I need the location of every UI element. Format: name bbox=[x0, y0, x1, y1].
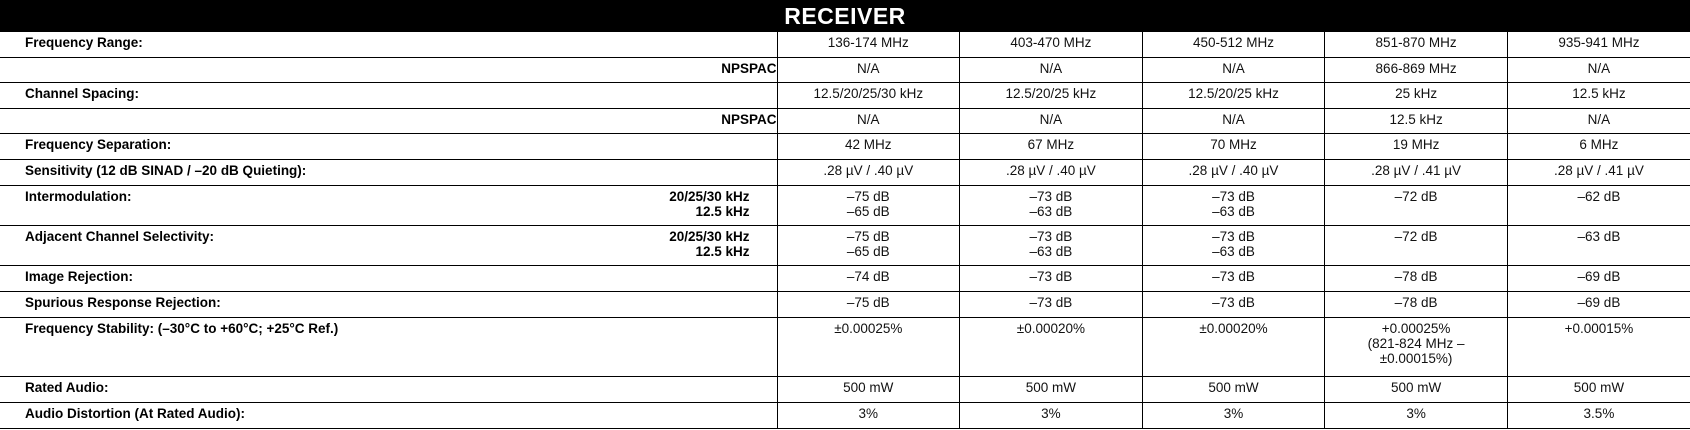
cell-line: –62 dB bbox=[1577, 189, 1621, 204]
table-cell: 851-870 MHz bbox=[1325, 32, 1508, 58]
table-cell bbox=[960, 226, 1143, 266]
table-row bbox=[0, 292, 1690, 318]
table-cell: N/A bbox=[1142, 58, 1325, 83]
row-sublabels bbox=[669, 229, 749, 259]
row-label: Frequency Stability: (–30°C to +60°C; +25°C Ref.) bbox=[0, 318, 777, 377]
table-cell: 3% bbox=[1325, 403, 1508, 429]
cell-line: –73 dB bbox=[1212, 229, 1255, 244]
cell-line: –73 dB bbox=[1029, 189, 1073, 204]
row-label: Image Rejection: bbox=[0, 266, 777, 292]
sublabel: 20/25/30 kHz bbox=[669, 229, 750, 244]
table-row bbox=[0, 134, 1690, 160]
row-label: Channel Spacing: bbox=[0, 83, 777, 109]
cell-line: –75 dB bbox=[846, 229, 890, 244]
table-cell: –74 dB bbox=[777, 266, 960, 292]
cell-line: –65 dB bbox=[846, 204, 890, 219]
row-label: Audio Distortion (At Rated Audio): bbox=[0, 403, 777, 429]
table-row bbox=[0, 58, 1690, 83]
table-row bbox=[0, 83, 1690, 109]
table-cell: 500 mW bbox=[960, 377, 1143, 403]
cell-line: –72 dB bbox=[1394, 189, 1438, 204]
table-cell: .28 µV / .40 µV bbox=[1142, 160, 1325, 186]
row-label: Sensitivity (12 dB SINAD / –20 dB Quieting): bbox=[0, 160, 777, 186]
table-cell: 25 kHz bbox=[1325, 83, 1508, 109]
table-cell bbox=[960, 186, 1143, 226]
cell-line: +0.00015% bbox=[1564, 321, 1634, 336]
cell-line: ±0.00025% bbox=[834, 321, 903, 336]
cell-line: –75 dB bbox=[846, 189, 890, 204]
table-cell: 866-869 MHz bbox=[1325, 58, 1508, 83]
table-cell: N/A bbox=[1142, 109, 1325, 134]
cell-line: –63 dB bbox=[1212, 244, 1255, 259]
table-cell: 42 MHz bbox=[777, 134, 960, 160]
table-cell: N/A bbox=[1507, 58, 1690, 83]
table-cell: –78 dB bbox=[1325, 266, 1508, 292]
table-cell: –73 dB bbox=[1142, 266, 1325, 292]
table-cell: –73 dB bbox=[960, 266, 1143, 292]
table-cell bbox=[1507, 186, 1690, 226]
row-label: Intermodulation: bbox=[25, 189, 132, 204]
table-cell bbox=[1142, 226, 1325, 266]
table-cell bbox=[1507, 226, 1690, 266]
cell-line: –63 dB bbox=[1029, 244, 1073, 259]
cell-line: –73 dB bbox=[1029, 229, 1073, 244]
npspac-label: NPSPAC bbox=[0, 109, 777, 134]
table-cell: 6 MHz bbox=[1507, 134, 1690, 160]
table-cell: 12.5/20/25 kHz bbox=[960, 83, 1143, 109]
table-cell: 136-174 MHz bbox=[777, 32, 960, 58]
table-cell: 3% bbox=[1142, 403, 1325, 429]
cell-line: –63 dB bbox=[1029, 204, 1073, 219]
row-label: Frequency Range: bbox=[0, 32, 777, 58]
cell-line: ±0.00015%) bbox=[1379, 351, 1453, 366]
table-cell: .28 µV / .40 µV bbox=[960, 160, 1143, 186]
table-cell: N/A bbox=[960, 109, 1143, 134]
table-cell: 500 mW bbox=[777, 377, 960, 403]
table-row bbox=[0, 186, 1690, 226]
table-cell bbox=[1507, 318, 1690, 377]
row-label: Adjacent Channel Selectivity: bbox=[25, 229, 215, 244]
table-cell: –69 dB bbox=[1507, 292, 1690, 318]
cell-line: –65 dB bbox=[846, 244, 890, 259]
table-cell: .28 µV / .41 µV bbox=[1507, 160, 1690, 186]
row-label-cell bbox=[0, 186, 777, 226]
table-cell bbox=[777, 226, 960, 266]
table-cell: 12.5/20/25 kHz bbox=[1142, 83, 1325, 109]
row-label: Rated Audio: bbox=[0, 377, 777, 403]
table-row bbox=[0, 266, 1690, 292]
table-cell bbox=[1142, 186, 1325, 226]
table-row bbox=[0, 403, 1690, 429]
table-cell: –78 dB bbox=[1325, 292, 1508, 318]
table-cell bbox=[777, 186, 960, 226]
table-cell: 500 mW bbox=[1142, 377, 1325, 403]
table-cell: 450-512 MHz bbox=[1142, 32, 1325, 58]
row-label: Frequency Separation: bbox=[0, 134, 777, 160]
table-row bbox=[0, 226, 1690, 266]
cell-line: ±0.00020% bbox=[1016, 321, 1085, 336]
table-cell: 3% bbox=[777, 403, 960, 429]
cell-line: +0.00025% bbox=[1381, 321, 1451, 336]
table-cell: 3% bbox=[960, 403, 1143, 429]
table-cell: N/A bbox=[960, 58, 1143, 83]
table-cell: .28 µV / .41 µV bbox=[1325, 160, 1508, 186]
table-cell bbox=[960, 318, 1143, 377]
table-row bbox=[0, 160, 1690, 186]
table-cell bbox=[1325, 226, 1508, 266]
row-sublabels bbox=[669, 189, 749, 219]
table-cell: –69 dB bbox=[1507, 266, 1690, 292]
npspac-label: NPSPAC bbox=[0, 58, 777, 83]
cell-line: ±0.00020% bbox=[1199, 321, 1268, 336]
table-row bbox=[0, 318, 1690, 377]
sublabel: 20/25/30 kHz bbox=[669, 189, 750, 204]
table-cell: .28 µV / .40 µV bbox=[777, 160, 960, 186]
table-cell: –73 dB bbox=[1142, 292, 1325, 318]
table-row bbox=[0, 377, 1690, 403]
table-cell: N/A bbox=[777, 58, 960, 83]
table-cell: 12.5 kHz bbox=[1507, 83, 1690, 109]
sublabel: 12.5 kHz bbox=[695, 244, 750, 259]
sublabel: 12.5 kHz bbox=[695, 204, 750, 219]
table-cell: 500 mW bbox=[1507, 377, 1690, 403]
table-cell: 403-470 MHz bbox=[960, 32, 1143, 58]
table-cell: 12.5/20/25/30 kHz bbox=[777, 83, 960, 109]
row-label: Spurious Response Rejection: bbox=[0, 292, 777, 318]
table-cell: N/A bbox=[1507, 109, 1690, 134]
table-cell: 12.5 kHz bbox=[1325, 109, 1508, 134]
row-label-cell bbox=[0, 226, 777, 266]
table-cell: –75 dB bbox=[777, 292, 960, 318]
table-cell: 19 MHz bbox=[1325, 134, 1508, 160]
table-row bbox=[0, 32, 1690, 58]
table-cell: 500 mW bbox=[1325, 377, 1508, 403]
table-cell bbox=[1142, 318, 1325, 377]
cell-line: –72 dB bbox=[1394, 229, 1438, 244]
table-cell: 67 MHz bbox=[960, 134, 1143, 160]
table-cell bbox=[1325, 318, 1508, 377]
table-cell: 70 MHz bbox=[1142, 134, 1325, 160]
section-title: RECEIVER bbox=[0, 0, 1690, 32]
cell-line: –63 dB bbox=[1577, 229, 1621, 244]
table-cell: N/A bbox=[777, 109, 960, 134]
spec-table bbox=[0, 32, 1690, 429]
table-cell: 935-941 MHz bbox=[1507, 32, 1690, 58]
table-cell: –73 dB bbox=[960, 292, 1143, 318]
table-row bbox=[0, 109, 1690, 134]
cell-line: –63 dB bbox=[1212, 204, 1255, 219]
cell-line: –73 dB bbox=[1212, 189, 1255, 204]
table-cell: 3.5% bbox=[1507, 403, 1690, 429]
table-cell bbox=[777, 318, 960, 377]
table-cell bbox=[1325, 186, 1508, 226]
cell-line: (821-824 MHz – bbox=[1367, 336, 1465, 351]
